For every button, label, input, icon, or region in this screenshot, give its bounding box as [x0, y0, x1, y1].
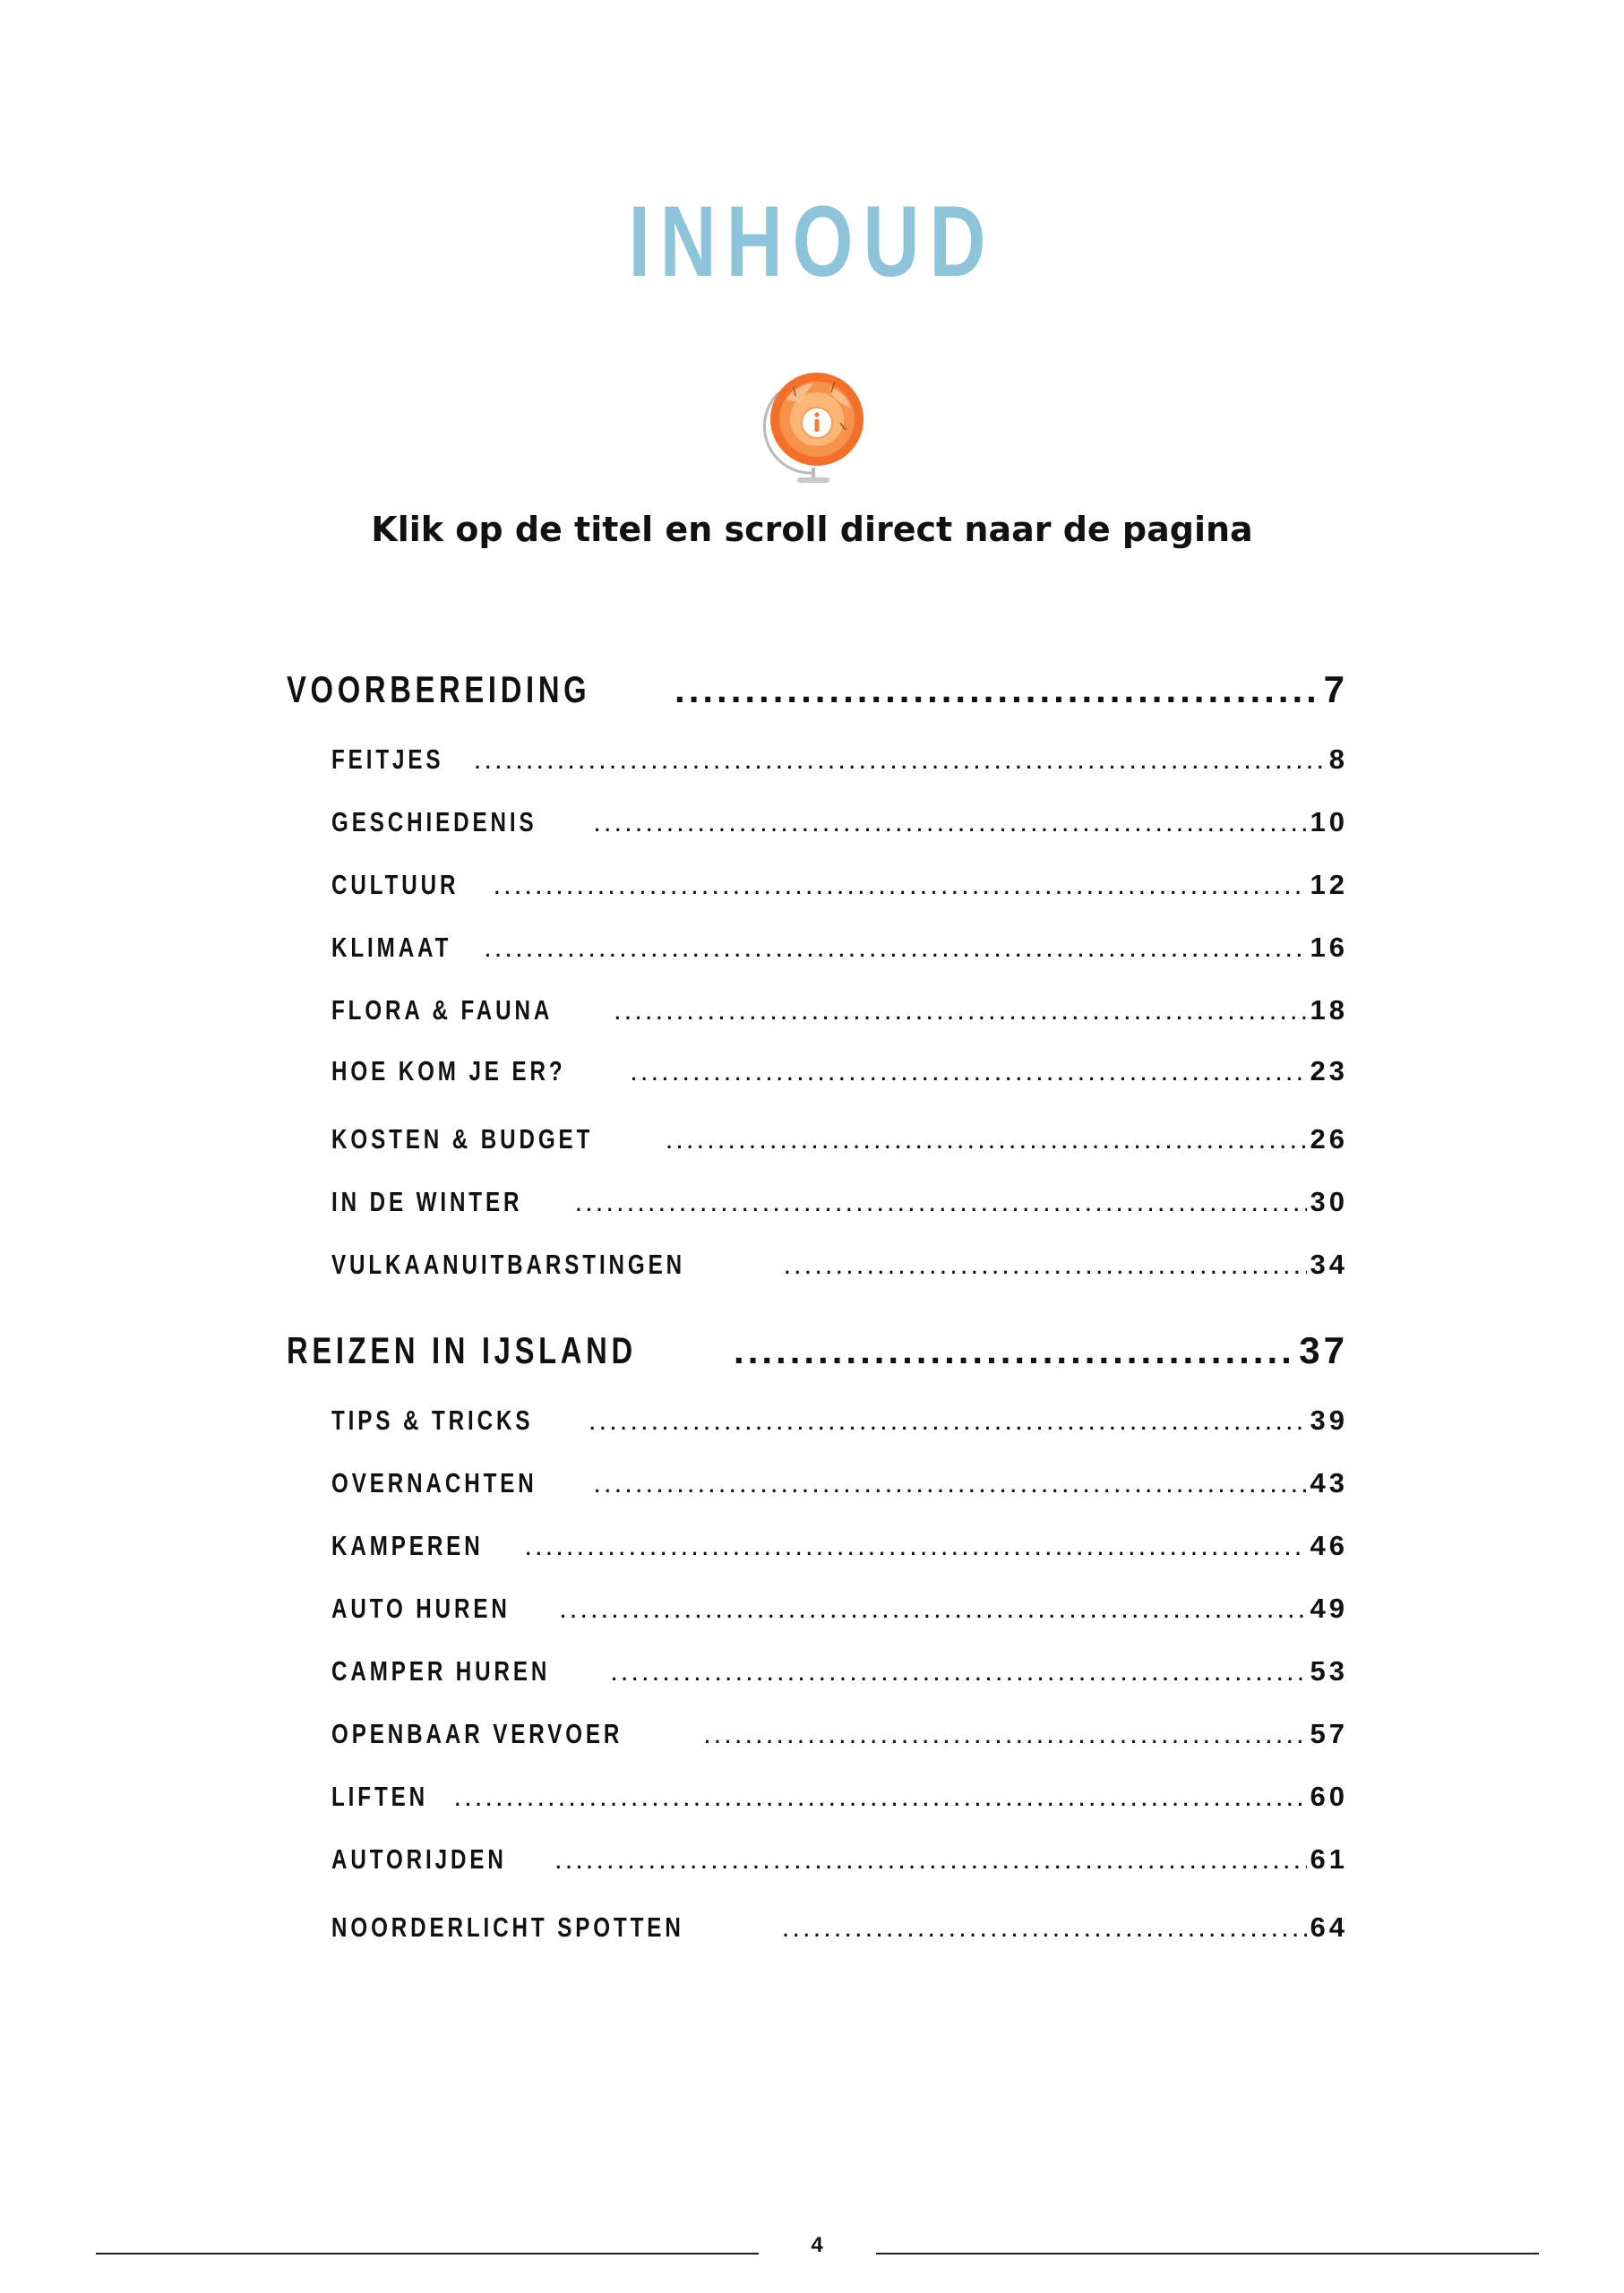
toc-item-title: GESCHIEDENIS [331, 806, 537, 837]
toc-item-page: 26 [1310, 1123, 1348, 1155]
toc-item-page: 23 [1310, 1055, 1348, 1086]
toc-item-page: 34 [1310, 1249, 1348, 1280]
toc-item-title: KAMPEREN [331, 1530, 484, 1561]
toc-item-page: 10 [1310, 806, 1348, 837]
dot-leader [782, 1910, 1307, 1945]
dot-leader [703, 1716, 1306, 1752]
toc-item-in-de-winter[interactable] [331, 1184, 1348, 1220]
toc-item-title: CULTUUR [331, 869, 460, 900]
dot-leader [575, 1184, 1307, 1220]
toc-item-page: 60 [1310, 1781, 1348, 1812]
toc-section-title: VOORBEREIDING [287, 668, 591, 710]
toc-item-auto-huren[interactable] [331, 1591, 1348, 1627]
toc-item-page: 61 [1310, 1843, 1348, 1875]
toc-instruction: Klik op de titel en scroll direct naar de pagina [371, 510, 1253, 549]
toc-item-page: 53 [1310, 1655, 1348, 1687]
toc-item-page: 30 [1310, 1186, 1348, 1217]
dot-leader [666, 1121, 1307, 1157]
toc-item-autorijden[interactable] [331, 1842, 1348, 1877]
dot-leader [610, 1653, 1306, 1689]
toc-item-title: KOSTEN & BUDGET [331, 1123, 594, 1155]
toc-item-page: 64 [1310, 1911, 1348, 1943]
toc-section-reizen-in-ijsland[interactable] [287, 1327, 1348, 1374]
page-number: 4 [811, 2233, 823, 2257]
toc-item-flora-fauna[interactable] [331, 992, 1348, 1028]
dot-leader [589, 1403, 1307, 1438]
toc-item-page: 43 [1310, 1467, 1348, 1499]
dot-leader [630, 1053, 1306, 1089]
toc-item-overnachten[interactable] [331, 1465, 1348, 1501]
dot-leader [593, 804, 1306, 840]
toc-item-feitjes[interactable] [331, 742, 1348, 777]
toc-item-title: VULKAANUITBARSTINGEN [331, 1249, 686, 1280]
toc-section-voorbereiding[interactable] [287, 666, 1348, 713]
toc-item-title: KLIMAAT [331, 932, 452, 963]
toc-item-noorderlicht-spotten[interactable] [331, 1910, 1348, 1945]
dot-leader [474, 742, 1326, 777]
dot-leader [675, 666, 1320, 713]
toc-item-liften[interactable] [331, 1779, 1348, 1815]
dot-leader [783, 1247, 1306, 1283]
dot-leader [734, 1327, 1295, 1374]
toc-item-title: HOE KOM JE ER? [331, 1055, 566, 1086]
dot-leader [593, 1465, 1306, 1501]
toc-item-page: 12 [1310, 869, 1348, 900]
toc-item-page: 8 [1328, 743, 1348, 775]
footer-rule-right [876, 2253, 1539, 2254]
toc-item-tips-tricks[interactable] [331, 1403, 1348, 1438]
toc-item-title: FLORA & FAUNA [331, 994, 554, 1026]
toc-section-page: 37 [1299, 1329, 1348, 1371]
toc-item-page: 16 [1310, 932, 1348, 963]
toc-item-kosten-budget[interactable] [331, 1121, 1348, 1157]
dot-leader [554, 1842, 1307, 1877]
dot-leader [524, 1528, 1306, 1564]
page-title: INHOUD [628, 185, 996, 297]
toc-item-title: TIPS & TRICKS [331, 1404, 534, 1436]
toc-item-title: NOORDERLICHT SPOTTEN [331, 1911, 684, 1943]
toc-item-camper-huren[interactable] [331, 1653, 1348, 1689]
toc-item-page: 57 [1310, 1718, 1348, 1749]
toc-item-title: AUTORIJDEN [331, 1843, 507, 1875]
toc-item-title: OPENBAAR VERVOER [331, 1718, 623, 1749]
dot-leader [484, 930, 1306, 966]
toc-item-openbaar-vervoer[interactable] [331, 1716, 1348, 1752]
toc-section-title: REIZEN IN IJSLAND [287, 1329, 637, 1371]
toc-item-page: 39 [1310, 1404, 1348, 1436]
dot-leader [614, 992, 1307, 1028]
toc-item-title: LIFTEN [331, 1781, 429, 1812]
dot-leader [494, 867, 1307, 903]
toc-item-hoe-kom-je-er[interactable] [331, 1053, 1348, 1089]
toc-item-vulkaanuitbarstingen[interactable] [331, 1247, 1348, 1283]
toc-item-title: CAMPER HUREN [331, 1655, 551, 1687]
toc-item-cultuur[interactable] [331, 867, 1348, 903]
toc-item-title: OVERNACHTEN [331, 1467, 537, 1499]
toc-item-page: 49 [1310, 1593, 1348, 1624]
dot-leader [559, 1591, 1306, 1627]
toc-item-title: AUTO HUREN [331, 1593, 511, 1624]
toc-item-klimaat[interactable] [331, 930, 1348, 966]
toc-item-title: FEITJES [331, 743, 444, 775]
toc-item-kamperen[interactable] [331, 1528, 1348, 1564]
toc-item-page: 18 [1310, 994, 1348, 1026]
footer-rule-left [96, 2253, 759, 2254]
globe-info-icon [760, 367, 871, 488]
dot-leader [454, 1779, 1307, 1815]
toc-item-page: 46 [1310, 1530, 1348, 1561]
toc-section-page: 7 [1323, 668, 1348, 710]
toc-item-geschiedenis[interactable] [331, 804, 1348, 840]
toc-item-title: IN DE WINTER [331, 1186, 523, 1217]
